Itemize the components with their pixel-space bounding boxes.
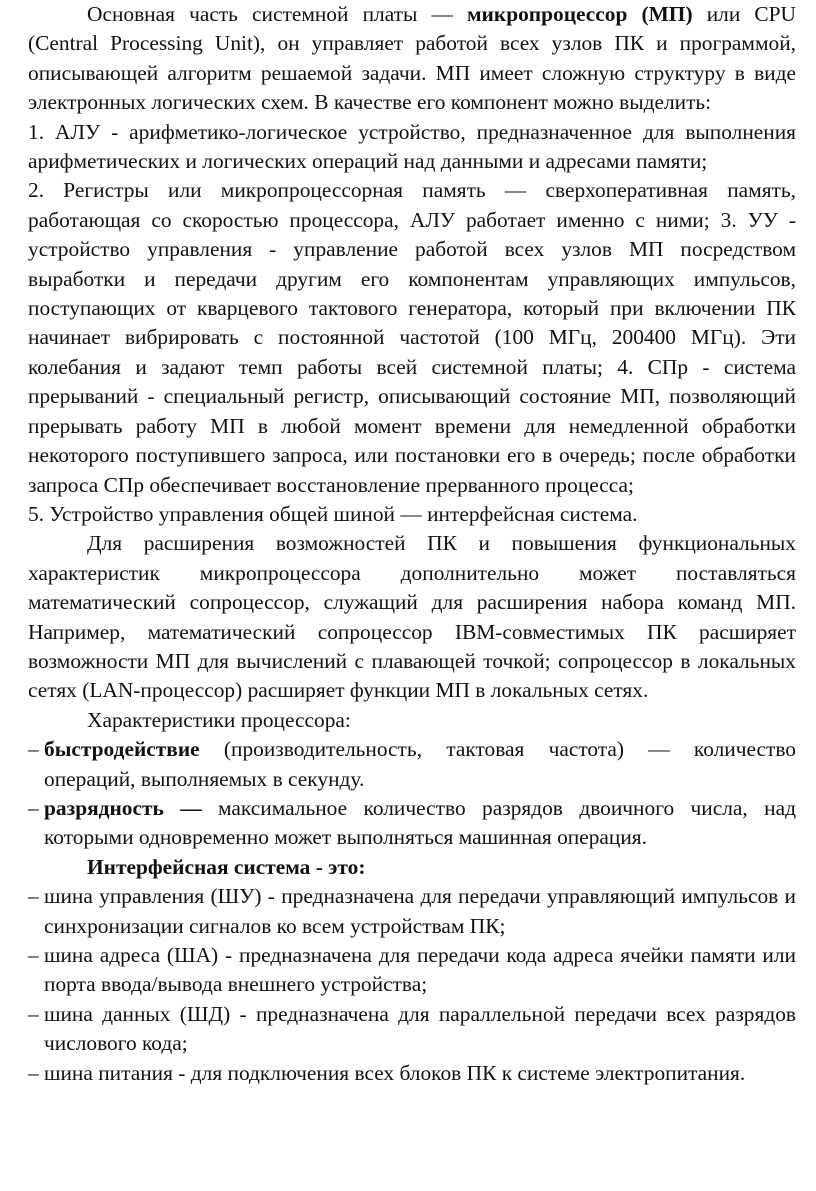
dash-marker: – <box>28 1001 39 1026</box>
interface-item-power-bus <box>28 1059 796 1088</box>
interface-item-text: шина адреса (ША) - предназначена для передачи кода адреса ячейки памяти или порта ввода/вывода внешнего устройства; <box>44 943 796 997</box>
component-item-bus-controller: 5. Устройство управления общей шиной — интерфейсная система. <box>28 501 638 526</box>
dash-marker: – <box>28 795 39 820</box>
interface-item-text: шина управления (ШУ) - предназначена для передачи управляющий импульсов и синхронизации сигналов ко всем устройствам ПК; <box>44 884 796 938</box>
characteristic-text: максимальное количество разрядов двоичного числа, над которыми одновременно может выполняться машинная операция. <box>44 795 796 850</box>
component-item-registers: 2. Регистры или микропроцессорная память — сверхоперативная память, работающая со скоростью процессора, АЛУ работает именно с ними; 3. УУ - устройство управления - управление работой всех узлов МП посредством выработки и передачи другим его компонентам управляющих импульсов, поступающих от кварцевого тактового генератора, который при включении ПК начинает вибрировать с постоянной частотой (100 МГц, 200400 МГц). Эти колебания и задают темп работы всей системной платы; 4. СПр - система прерываний - специальный регистр, описывающий состояние МП, позволяющий прерывать работу МП в любой момент времени для немедленной обработки некоторого поступившего запроса, или постановки его в очередь; после обработки запроса СПр обеспечивает восстановление прерванного процесса; <box>28 178 796 497</box>
dash-marker: – <box>28 943 39 967</box>
characteristic-term: быстродействие <box>44 737 200 762</box>
intro-rest: или CPU (Central Processing Unit), он управляет работой всех узлов ПК и программой, описывающей алгоритм решаемой задачи. МП имеет сложную структуру в виде электронных логических схем. В качестве его компонент можно выделить: <box>28 2 796 115</box>
characteristic-item-speed <box>28 735 796 794</box>
dash-marker: – <box>28 737 39 762</box>
dash-marker: – <box>28 884 39 909</box>
interface-item-address-bus <box>28 941 796 1000</box>
intro-term: микропроцессор (МП) <box>466 2 693 26</box>
dash-marker: – <box>28 1060 39 1085</box>
characteristic-term: разрядность — <box>44 795 202 820</box>
interface-item-control-bus <box>28 882 796 941</box>
interface-item-text: шина питания - для подключения всех блоков ПК к системе электропитания. <box>44 1060 746 1085</box>
component-item-alu: 1. АЛУ - арифметико-логическое устройство, предназначенное для выполнения арифметических и логических операций над данными и адресами памяти; <box>28 119 796 174</box>
interface-heading: Интерфейсная система - это: <box>87 854 366 879</box>
interface-item-text: шина данных (ШД) - предназначена для параллельной передачи всех разрядов числового кода; <box>44 1001 796 1056</box>
characteristic-text: (производительность, тактовая частота) — количество операций, выполняемых в секунду. <box>44 737 796 791</box>
interface-item-data-bus <box>28 1000 796 1059</box>
coprocessor-paragraph: Для расширения возможностей ПК и повышения функциональных характеристик микропроцессора дополнительно может поставляться математический сопроцессор, служащий для расширения набора команд МП. Например, математический сопроцессор IBM-совместимых ПК расширяет возможности МП для вычислений с плавающей точкой; сопроцессор в локальных сетях (LAN-процессор) расширяет функции МП в локальных сетях. <box>28 531 796 703</box>
characteristics-heading: Характеристики процессора: <box>87 707 351 732</box>
characteristic-item-width <box>28 794 796 853</box>
intro-lead: Основная часть системной платы — <box>87 2 467 26</box>
intro-paragraph <box>28 0 796 118</box>
document-page <box>28 0 796 1088</box>
